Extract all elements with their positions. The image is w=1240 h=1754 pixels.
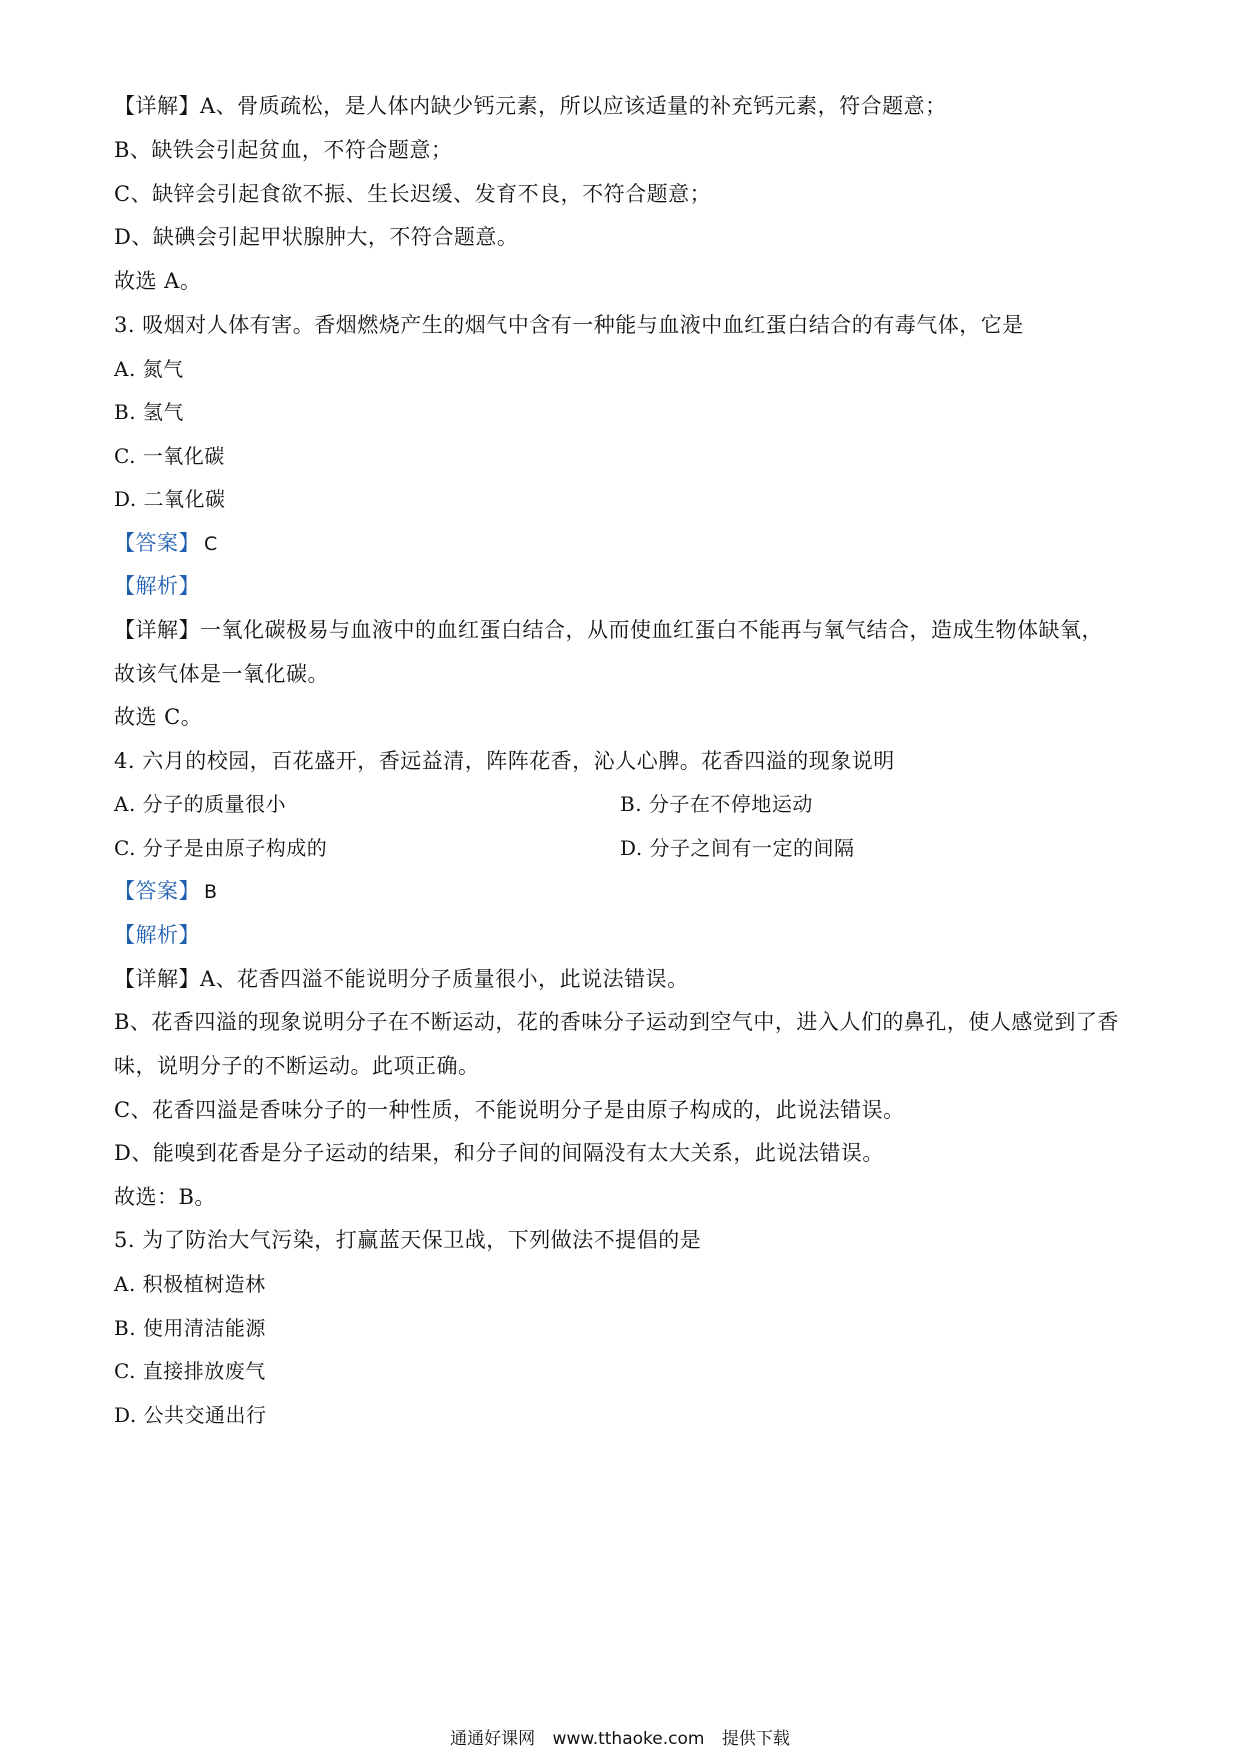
answer-value: C <box>204 533 218 555</box>
q3-detail-text: 一氧化碳极易与血液中的血红蛋白结合，从而使血红蛋白不能再与氧气结合，造成生物体缺氧， <box>200 618 1103 642</box>
q4-option-a: A. 分子的质量很小 <box>114 792 287 816</box>
q2-detail-b: B、缺铁会引起贫血，不符合题意； <box>114 138 453 162</box>
detail-tag: 【详解】 <box>114 94 200 118</box>
q5-stem: 5. 为了防治大气污染，打赢蓝天保卫战，下列做法不提倡的是 <box>114 1228 702 1252</box>
q4-analysis <box>114 921 200 949</box>
page-footer <box>0 1727 1240 1751</box>
q3-choice: 故选 C。 <box>114 705 203 729</box>
q3-detail-line1 <box>114 616 1103 644</box>
detail-tag: 【详解】 <box>114 618 200 642</box>
q4-option-c: C. 分子是由原子构成的 <box>114 836 328 860</box>
answer-tag: 【答案】 <box>114 879 200 903</box>
q3-option-d: D. 二氧化碳 <box>114 487 226 511</box>
analysis-tag: 【解析】 <box>114 574 200 598</box>
q2-detail-c: C、缺锌会引起食欲不振、生长迟缓、发育不良，不符合题意； <box>114 182 712 206</box>
q4-detail-a-text: A、花香四溢不能说明分子质量很小，此说法错误。 <box>200 967 689 991</box>
q3-answer <box>114 529 218 558</box>
q5-option-a: A. 积极植树造林 <box>114 1272 266 1296</box>
q4-stem: 4. 六月的校园，百花盛开，香远益清，阵阵花香，沁人心脾。花香四溢的现象说明 <box>114 749 895 773</box>
q2-choice: 故选 A。 <box>114 269 202 293</box>
q5-option-b: B. 使用清洁能源 <box>114 1316 266 1340</box>
q3-detail-line2: 故该气体是一氧化碳。 <box>114 662 329 686</box>
footer-site-name: 通通好课网 <box>450 1729 536 1749</box>
q2-detail-d: D、缺碘会引起甲状腺肿大，不符合题意。 <box>114 225 519 249</box>
q4-detail-b2: 味，说明分子的不断运动。此项正确。 <box>114 1054 480 1078</box>
analysis-tag: 【解析】 <box>114 923 200 947</box>
footer-suffix: 提供下载 <box>721 1729 790 1749</box>
q4-option-b: B. 分子在不停地运动 <box>620 792 813 816</box>
q2-detail-a <box>114 92 947 120</box>
q5-option-c: C. 直接排放废气 <box>114 1359 266 1383</box>
q5-option-d: D. 公共交通出行 <box>114 1403 267 1427</box>
answer-value: B <box>204 881 218 903</box>
q4-choice: 故选：B。 <box>114 1185 216 1209</box>
q4-option-d: D. 分子之间有一定的间隔 <box>620 836 855 860</box>
q4-answer <box>114 877 218 906</box>
q3-analysis <box>114 572 200 600</box>
q3-stem: 3. 吸烟对人体有害。香烟燃烧产生的烟气中含有一种能与血液中血红蛋白结合的有毒气体，它是 <box>114 313 1024 337</box>
footer-url[interactable]: www.tthaoke.com <box>552 1729 705 1749</box>
detail-tag: 【详解】 <box>114 967 200 991</box>
q3-option-b: B. 氢气 <box>114 400 184 424</box>
q3-option-c: C. 一氧化碳 <box>114 444 225 468</box>
q4-detail-c: C、花香四溢是香味分子的一种性质，不能说明分子是由原子构成的，此说法错误。 <box>114 1098 905 1122</box>
q4-detail-d: D、能嗅到花香是分子运动的结果，和分子间的间隔没有太大关系，此说法错误。 <box>114 1141 884 1165</box>
q3-option-a: A. 氮气 <box>114 357 184 381</box>
q2-detail-a-text: A、骨质疏松，是人体内缺少钙元素，所以应该适量的补充钙元素，符合题意； <box>200 94 947 118</box>
q4-detail-b1: B、花香四溢的现象说明分子在不断运动，花的香味分子运动到空气中，进入人们的鼻孔，使人感觉到了香 <box>114 1010 1119 1034</box>
answer-tag: 【答案】 <box>114 531 200 555</box>
q4-detail-a <box>114 965 689 993</box>
